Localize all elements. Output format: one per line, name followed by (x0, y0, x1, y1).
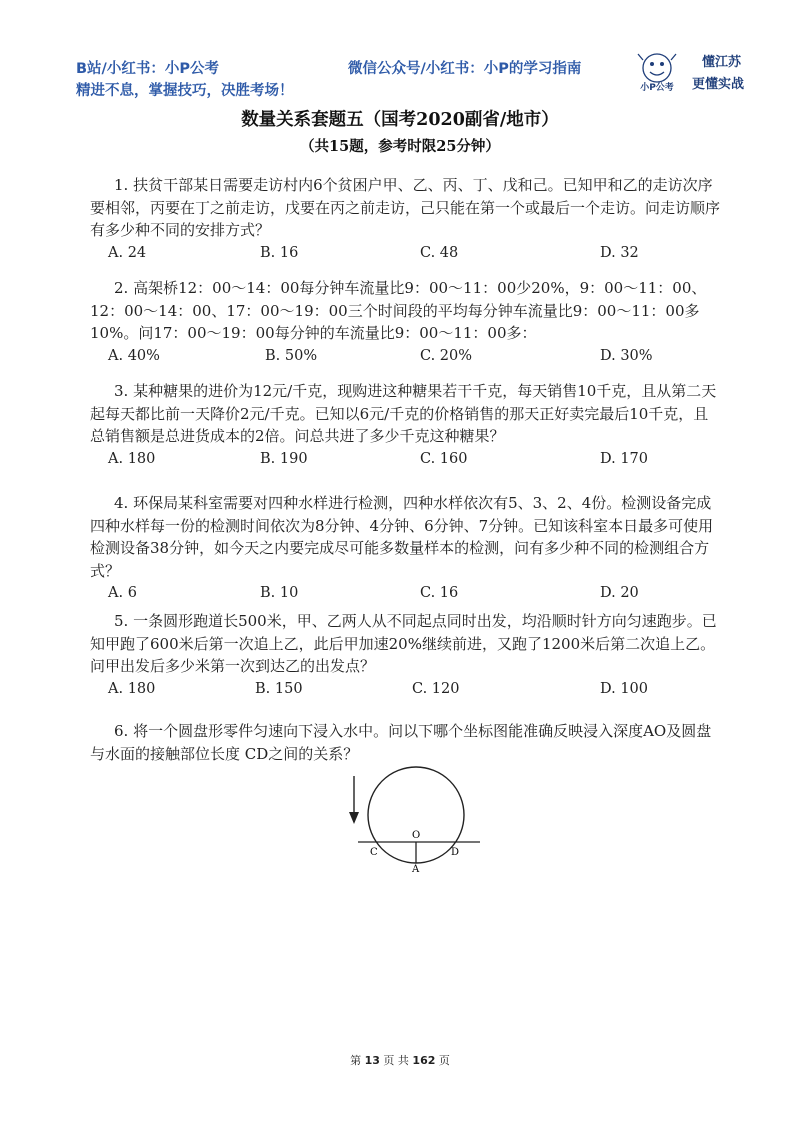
option-c: C. 120 (412, 680, 460, 697)
footer-suffix: 页 (438, 1054, 450, 1067)
options-row (90, 345, 722, 367)
option-a: A. 24 (108, 244, 147, 261)
question-5 (90, 610, 722, 700)
footer-prefix: 第 (350, 1054, 362, 1067)
total-pages: 162 (412, 1054, 436, 1067)
option-a: A. 180 (108, 680, 156, 697)
options-row (90, 448, 722, 470)
option-a: A. 180 (108, 450, 156, 467)
option-b: B. 50% (265, 347, 318, 364)
header-left (76, 58, 294, 102)
question-6 (90, 720, 722, 765)
options-row (90, 678, 722, 700)
label-c: C (370, 847, 378, 858)
slogan-line1: 懂江苏 (702, 55, 742, 70)
question-text: 1. 扶贫干部某日需要走访村内6个贫困户甲、乙、丙、丁、戊和己。已知甲和乙的走访次序要相邻，丙要在丁之前走访，戊要在丙之前走访，己只能在第一个或最后一个走访。问走访顺序有多少种不同的安排方式？ (90, 176, 721, 239)
question-text: 6. 将一个圆盘形零件匀速向下浸入水中。问以下哪个坐标图能准确反映浸入深度AO及圆盘与水面的接触部位长度 CD之间的关系？ (90, 722, 712, 763)
option-d: D. 170 (600, 450, 649, 467)
option-d: D. 30% (600, 347, 653, 364)
question-text: 5. 一条圆形跑道长500米，甲、乙两人从不同起点同时出发，均沿顺时针方向匀速跑步。已知甲跑了600米后第一次追上乙，此后甲加速20%继续前进，又跑了1200米后第二次追上乙。问甲出发后多少米第一次到达乙的出发点？ (90, 612, 717, 675)
option-b: B. 150 (255, 680, 303, 697)
option-d: D. 100 (600, 680, 649, 697)
label-o: O (412, 830, 421, 841)
option-c: C. 16 (420, 585, 459, 601)
option-c: C. 160 (420, 450, 468, 467)
header-bilibili: B站/小红书：小P公考 (76, 61, 219, 77)
footer-mid: 页 共 (383, 1054, 409, 1067)
page-subtitle: （共15题，参考时限25分钟） (300, 138, 500, 155)
option-d: D. 32 (600, 244, 639, 261)
option-c: C. 48 (420, 244, 459, 261)
question-2 (90, 277, 722, 367)
logo-text: 小P公考 (640, 83, 674, 93)
label-a: A (412, 864, 420, 875)
question-text: 3. 某种糖果的进价为12元/千克，现购进这种糖果若干千克，每天销售10千克，且从第二天起每天都比前一天降价2元/千克。已知以6元/千克的价格销售的那天正好卖完最后10千克，且总销售额是总进货成本的2倍。问总共进了多少千克这种糖果？ (90, 382, 717, 445)
options-row (90, 582, 722, 604)
slogan-line2: 更懂实战 (692, 77, 745, 92)
page-title: 数量关系套题五（国考2020副省/地市） (241, 110, 559, 130)
question-3 (90, 380, 722, 470)
disk-immersion-diagram (340, 760, 480, 876)
page-footer (0, 1052, 800, 1068)
options-row (90, 242, 722, 264)
label-d: D (451, 847, 460, 858)
slogan (692, 52, 744, 96)
question-text: 4. 环保局某科室需要对四种水样进行检测，四种水样依次有5、3、2、4份。检测设备完成四种水样每一份的检测时间依次为8分钟、4分钟、6分钟、7分钟。已知该科室本日最多可使用检测设备38分钟，如今天之内要完成尽可能多数量样本的检测，问有多少种不同的检测组合方式？ (90, 494, 714, 580)
down-arrow-icon (349, 812, 359, 824)
option-a: A. 40% (108, 347, 160, 364)
option-b: B. 10 (260, 585, 299, 601)
option-b: B. 190 (260, 450, 308, 467)
current-page: 13 (364, 1054, 380, 1067)
question-1 (90, 174, 722, 264)
option-d: D. 20 (600, 585, 639, 601)
option-a: A. 6 (108, 585, 137, 601)
option-b: B. 16 (260, 244, 299, 261)
header-wechat: 微信公众号/小红书：小P的学习指南 (348, 61, 582, 77)
question-text: 2. 高架桥12：00～14：00每分钟车流量比9：00～11：00少20%，9：00～11：00、12：00～14：00、17：00～19：00三个时间段的平均每分钟车流量比9：00～11：00多10%。问17：00～19：00每分钟的车流量比9：00～11：00多： (90, 279, 707, 342)
question-4 (90, 492, 722, 604)
header-motto: 精进不息，掌握技巧，决胜考场！ (76, 83, 294, 99)
option-c: C. 20% (420, 347, 473, 364)
